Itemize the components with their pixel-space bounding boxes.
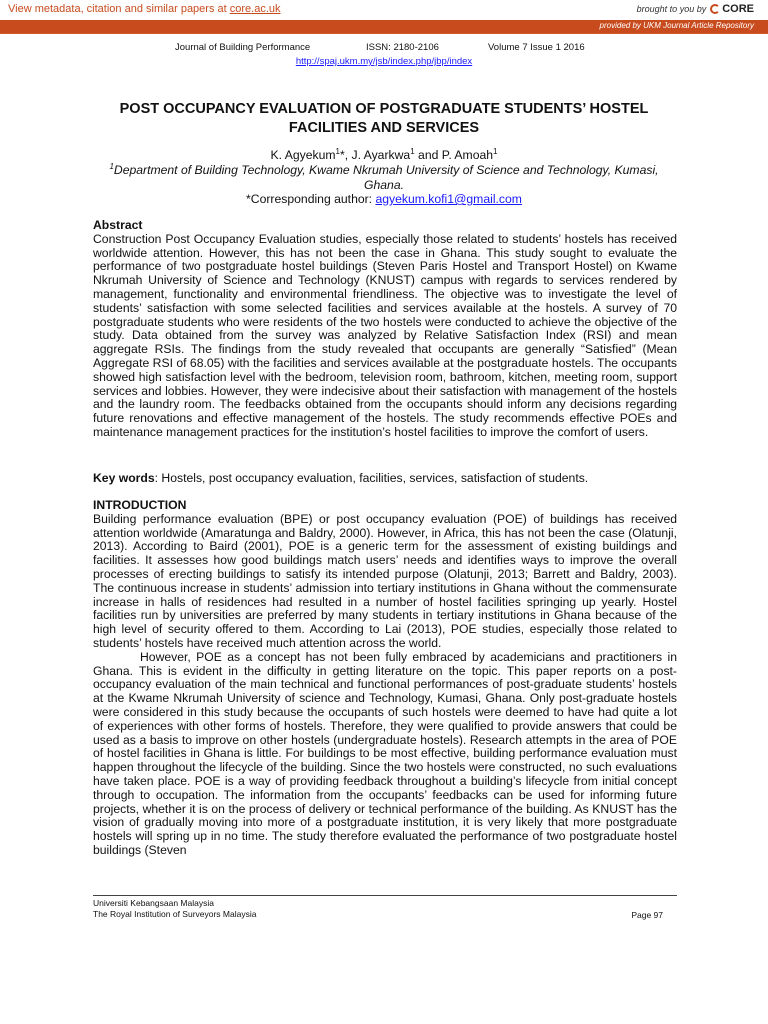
journal-issn: ISSN: 2180-2106 bbox=[366, 42, 439, 53]
corresponding-email[interactable]: agyekum.kofi1@gmail.com bbox=[375, 192, 522, 206]
footer-institution: The Royal Institution of Surveyors Malaysia bbox=[93, 909, 257, 919]
keywords-label: Key words bbox=[93, 471, 155, 485]
keywords-section bbox=[93, 472, 677, 486]
footer-university: Universiti Kebangsaan Malaysia bbox=[93, 898, 214, 908]
author-1-sup: 1 bbox=[335, 146, 340, 156]
author-1-star: * bbox=[339, 148, 345, 162]
core-banner-strip bbox=[0, 20, 768, 33]
introduction-paragraph-1: Building performance evaluation (BPE) or post occupancy evaluation (POE) of buildings has received attention worldwide (Amaratunga and Baldry, 2000). However, in Africa, this has not been the case (Olatunji, 2013). According to Baird (2001), POE is a generic term for the assessment of existing buildings and facilities. It assesses how good buildings match users’ needs and identifies ways to improve the overall processes of erecting buildings to satisfy its intended purpose (Olatunji, 2013; Barrett and Baldry, 2003). The continuous increase in students’ admission into tertiary institutions in Ghana without the commensurate increase in halls of residences had resulted in a number of hostel facilities springing up yearly. Hostel facilities run by universities are preferred by many students in tertiary institutions in Ghana because of the high level of security offered to them. According to Lai (2013), POE studies, especially those related to students’ hostels have received much attention across the world. bbox=[93, 511, 677, 650]
keywords-text: : Hostels, post occupancy evaluation, facilities, services, satisfaction of students. bbox=[154, 471, 589, 485]
core-link[interactable]: core.ac.uk bbox=[229, 3, 281, 15]
core-brought-by bbox=[637, 3, 754, 15]
brought-by-text: brought to you by bbox=[636, 4, 707, 14]
journal-volume: Volume 7 Issue 1 2016 bbox=[488, 42, 585, 53]
abstract-heading: Abstract bbox=[93, 218, 143, 232]
provided-by bbox=[600, 21, 754, 30]
core-banner bbox=[0, 0, 768, 34]
page-footer bbox=[93, 895, 677, 920]
author-3: and P. Amoah bbox=[414, 148, 494, 162]
author-1: K. Agyekum bbox=[270, 148, 336, 162]
author-2: , J. Ayarkwa bbox=[344, 148, 411, 162]
corresponding-author bbox=[92, 192, 676, 207]
core-logo-icon bbox=[710, 4, 720, 14]
affiliation bbox=[92, 163, 676, 193]
provided-prefix: provided by bbox=[599, 21, 641, 30]
core-logo[interactable] bbox=[710, 3, 754, 15]
affiliation-text: Department of Building Technology, Kwame Nkrumah University of Science and Technology, Kumasi, Ghana. bbox=[113, 163, 659, 192]
core-view-text: View metadata, citation and similar papers at bbox=[8, 3, 230, 15]
introduction-section bbox=[93, 499, 677, 858]
journal-url[interactable]: http://spaj.ukm.my/jsb/index.php/jbp/index bbox=[295, 56, 473, 67]
introduction-paragraph-2: However, POE as a concept has not been fully embraced by academicians and practitioners in Ghana. This is evident in the difficulty in getting literature on the topic. This paper reports on a post-occupancy evaluation of the main technical and functional performances of post-graduate students’ hostels at the Kwame Nkrumah University of science and Technology, Kumasi, Ghana. Only post-graduate hostels were considered in this study because the occupants of such hostels were deemed to have had quite a lot of experiences with other forms of hostels. Therefore, they were qualified to provide answers that could be used as a basis to improve on other hostels (undergraduate hostels). Research attempts in the area of POE of hostel facilities in Ghana is little. For buildings to be most effective, building performance evaluation must happen throughout the lifecycle of the building. Since the two hostels were constructed, no such evaluations have taken place. POE is a way of providing feedback throughout a building’s lifecycle from initial concept through to occupation. The information from the occupants’ feedbacks can be used for informing future projects, whether it is on the process of delivery or technical performance of the building. As KNUST has the vision of gradually moving into more of a postgraduate institution, it is very likely that more postgraduate hostels will spring up in no time. The study therefore evaluated the performance of two postgraduate hostel buildings (Steven bbox=[93, 649, 677, 857]
paper-title: POST OCCUPANCY EVALUATION OF POSTGRADUATE STUDENTS’ HOSTEL FACILITIES AND SERVICES bbox=[119, 101, 649, 136]
core-metadata-text bbox=[8, 3, 281, 15]
abstract-text: Construction Post Occupancy Evaluation studies, especially those related to students’ hostels has received worldwide attention. However, this has not been the case in Ghana. This study sought to evaluate the performance of two postgraduate hostel buildings (Steven Paris Hostel and Transport Hostel) on Kwame Nkrumah University of Science and Technology (KNUST) campus with regards to services rendered by management, functionality and environmental friendliness. The objective was to investigate the level of students’ satisfaction with some selected facilities and services available at the hostels. A survey of 70 postgraduate students who were residents of the two hostels were conducted to achieve the objective of the study. Data obtained from the survey was analyzed by Relative Satisfaction Index (RSI) and mean aggregate RSIs. The findings from the study revealed that occupants are generally “Satisfied” (Mean Aggregate RSI of 68.05) with the facilities and services available at the postgraduate hostels. The occupants showed high satisfaction level with the bedroom, television room, bathroom, kitchen, meeting room, support services and lobbies. However, they were indecisive about their satisfaction with management of the hostels and the laundry room. The feedbacks obtained from the occupants should inform any decisions regarding future renovations and effective management of the hostels. The study recommends effective POEs and maintenance management practices for the institution’s hostel facilities to improve the comfort of users. bbox=[93, 231, 677, 439]
corresponding-label: *Corresponding author: bbox=[246, 192, 376, 206]
page-number: Page 97 bbox=[631, 910, 663, 920]
journal-name: Journal of Building Performance bbox=[175, 42, 311, 53]
author-3-sup: 1 bbox=[493, 146, 498, 156]
provided-by-repository: UKM Journal Article Repository bbox=[643, 21, 754, 30]
core-banner-top bbox=[0, 0, 768, 20]
introduction-heading: INTRODUCTION bbox=[93, 498, 187, 512]
authors bbox=[92, 148, 676, 163]
core-logo-text: CORE bbox=[722, 3, 754, 15]
author-2-sup: 1 bbox=[410, 146, 415, 156]
journal-url-line bbox=[0, 56, 768, 67]
abstract-section bbox=[93, 219, 677, 440]
affiliation-sup: 1 bbox=[109, 161, 114, 171]
